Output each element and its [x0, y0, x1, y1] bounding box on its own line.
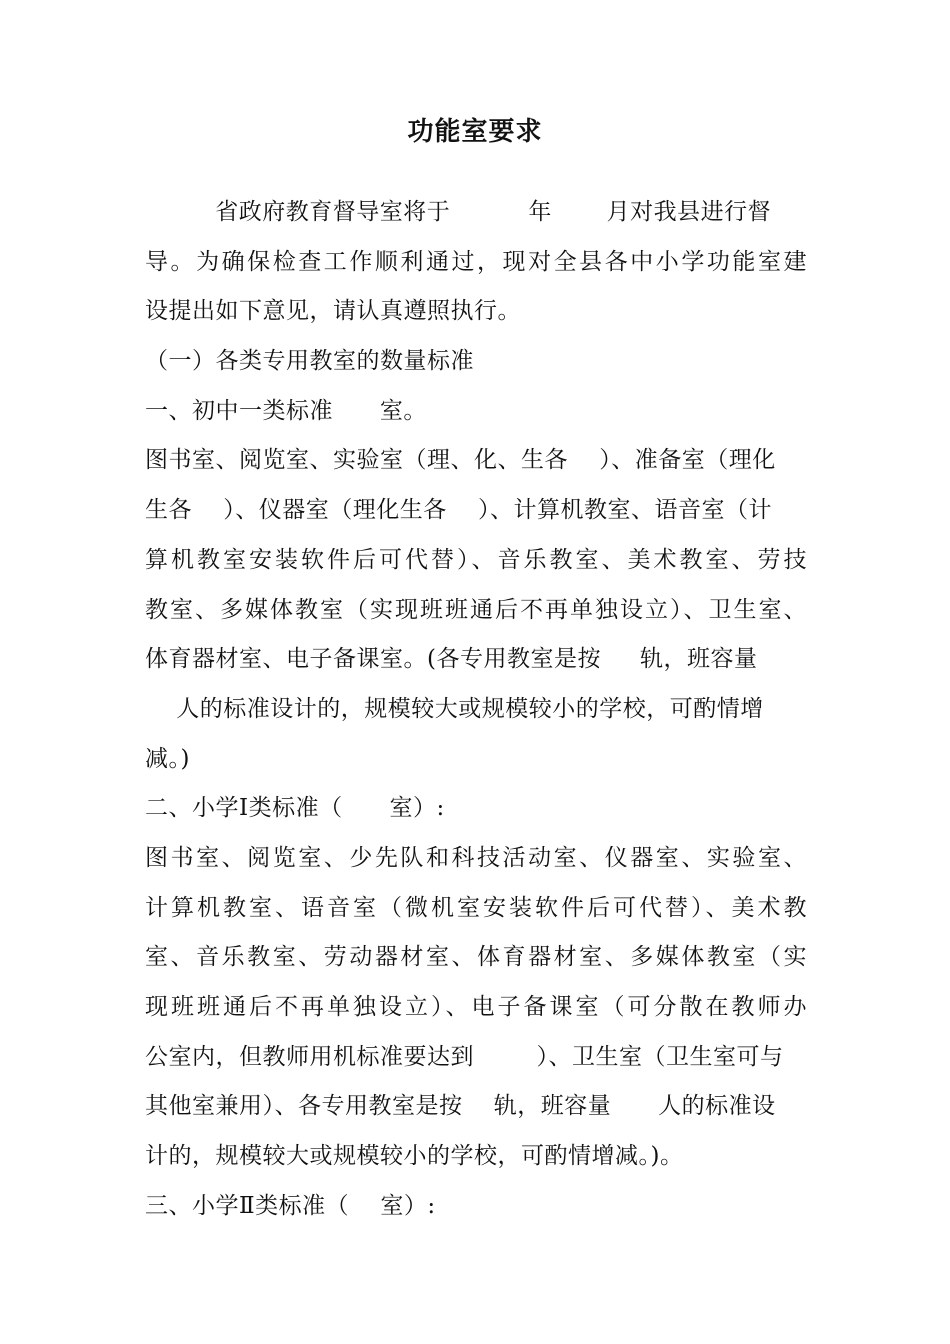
section-heading: （一）各类专用教室的数量标准 — [145, 348, 474, 375]
text-line: 图书室、阅览室、实验室（理、化、生各 ）、准备室（理化 — [145, 447, 776, 474]
text-line: 人的标准设计的，规模较大或规模较小的学校，可酌情增 — [145, 695, 764, 722]
document-title: 功能室要求 — [407, 117, 543, 147]
text-line: 教室、多媒体教室（实现班班通后不再单独设立）、卫生室、 — [145, 596, 807, 623]
text-line: 减。) — [145, 745, 190, 772]
subsection-heading: 二、小学Ⅰ类标准（ 室）: — [145, 795, 445, 822]
text-line: 计算机教室、语音室（微机室安装软件后可代替）、美术教 — [145, 894, 807, 921]
subsection-heading: 三、小学Ⅱ类标准（ 室）: — [145, 1192, 436, 1219]
subsection-heading: 一、初中一类标准 室。 — [145, 397, 427, 424]
text-line: 算机教室安装软件后可代替）、音乐教室、美术教室、劳技 — [145, 546, 807, 573]
text-line: 图书室、阅览室、少先队和科技活动室、仪器室、实验室、 — [145, 844, 807, 871]
text-line: 体育器材室、电子备课室。(各专用教室是按 轨，班容量 — [145, 646, 758, 673]
text-line: 室、音乐教室、劳动器材室、体育器材室、多媒体教室（实 — [145, 944, 807, 971]
text-line: 省政府教育督导室将于 年 月对我县进行督 — [145, 199, 772, 225]
text-line: 设提出如下意见，请认真遵照执行。 — [145, 298, 521, 325]
text-line: 公室内，但教师用机标准要达到 ）、卫生室（卫生室可与 — [145, 1043, 784, 1070]
text-line: 计的，规模较大或规模较小的学校，可酌情增减。)。 — [145, 1143, 684, 1170]
text-line: 现班班通后不再单独设立）、电子备课室（可分散在教师办 — [145, 994, 807, 1020]
document-body — [145, 188, 807, 1231]
text-line: 导。为确保检查工作顺利通过，现对全县各中小学功能室建 — [145, 248, 807, 275]
text-line: 生各 ）、仪器室（理化生各 ）、计算机教室、语音室（计 — [145, 497, 772, 524]
text-line: 其他室兼用）、各专用教室是按 轨，班容量 人的标准设 — [145, 1093, 776, 1120]
